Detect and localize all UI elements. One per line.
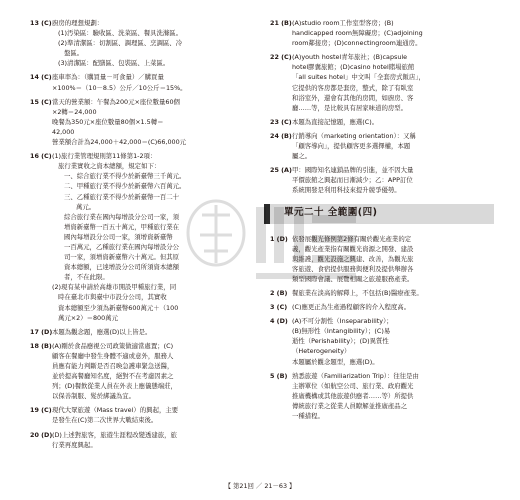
- answer-item: [270, 288, 494, 298]
- explanation-line: 營業額合計為24,000＋42,000＝(C)66,000元: [52, 138, 187, 147]
- explanation-line: 以保善制服、髮於綁議為宜。: [52, 392, 136, 401]
- explanation-line: hotel膠囊旅館；(D)casino hotel賭場旅館: [292, 63, 415, 72]
- right-bottom-answers: [270, 234, 494, 422]
- explanation-line: ×2轉＝24,000: [52, 107, 97, 116]
- explanation-line: 廳……等，是比較具有居家味道的房型。: [292, 103, 408, 112]
- explanation-line: 廚房的理想規劃：: [52, 19, 104, 27]
- explanation-line: 甲：國際知名連鎖品牌的引進，並不因大量: [292, 166, 414, 175]
- answer-number: 3 (C): [270, 303, 288, 312]
- section-title: 單元二十 全範圍(四): [270, 204, 494, 224]
- explanation-line: 萬元。: [76, 202, 96, 211]
- explanation-line: (1)旅行業管理規則第11條第1-2項：: [52, 152, 157, 161]
- answer-explanation: [292, 371, 494, 421]
- answer-number: 14 (C): [30, 73, 52, 82]
- answer-number: 4 (D): [270, 317, 288, 326]
- explanation-line: 本題為觀念題，應選(D)以上皆是。: [52, 327, 152, 336]
- answer-number: 21 (B): [270, 19, 292, 27]
- explanation-line: 國內每增設分公司一家，須增資新臺幣: [64, 232, 173, 241]
- explanation-line: 本題為直接記憶題，應選(C)。: [292, 117, 379, 126]
- explanation-line: 資本總額，已達增設分公司所須資本總額: [64, 263, 180, 272]
- explanation-line: 義，觀光產業指有關觀光資源之開發、建設: [292, 244, 414, 253]
- right-column: [270, 18, 494, 425]
- answer-explanation: [52, 341, 258, 402]
- explanation-line: 二、甲種旅行業不得少於新臺幣六百萬元。: [64, 182, 186, 191]
- explanation-line: 傳統旅行業之從業人員瞭解並推廣產品之: [292, 401, 408, 410]
- answer-number: 19 (C): [30, 406, 52, 415]
- answer-number: 23 (C): [270, 117, 292, 126]
- explanation-line: 增資新臺幣一百五十萬元，甲種旅行業在: [64, 222, 180, 231]
- explanation-line: (2)準清潔區：切割區、調理區、烹調區、冷: [58, 39, 183, 48]
- explanation-line: 「all suites hotel」中文叫「全套房式飯店」，: [292, 73, 425, 82]
- explanation-line: (D)上述對旅客，旅遊生涯程改變透建旅，旅: [52, 430, 177, 439]
- page-footer-label: 【 第21回 ／ 21－63 】: [224, 482, 296, 490]
- answer-item: [30, 151, 258, 323]
- explanation-line: 和浴室外，還會有其他的房間，如廚房、客: [292, 93, 414, 102]
- explanation-line: 行銷導向（marketing orientation）：又稱: [292, 131, 416, 140]
- explanation-line: 客旅遊、食宿提供服務與便利及提供舉辦各: [292, 264, 414, 273]
- explanation-line: 依發展觀光條例第2條有關於觀光產業的定: [292, 234, 412, 243]
- answer-item: [270, 316, 494, 366]
- answer-explanation: [292, 234, 494, 284]
- left-column: [30, 18, 258, 454]
- answer-item: [30, 72, 258, 92]
- answer-number: 18 (B): [30, 341, 52, 350]
- explanation-line: 平價旅館之興起而日漸減少；乙：APP訂位: [292, 176, 413, 185]
- explanation-line: 座車率為：（購買量－可食量）／購買量: [52, 73, 164, 82]
- answer-explanation: [292, 52, 494, 113]
- answer-number: 17 (D): [30, 327, 53, 336]
- explanation-line: 推廣機構或其他旅遊供應者……等）所提供: [292, 391, 414, 400]
- explanation-line: (B)無形性（Intangibility）；(C)易: [292, 327, 391, 336]
- explanation-line: 屬之。: [292, 152, 312, 161]
- answer-explanation: [52, 18, 258, 68]
- explanation-line: 現代大眾旅遊（Mass travel）的興起，主要: [52, 406, 179, 415]
- explanation-line: 「顧客導向」，提供顧客更多選擇權，本題: [292, 142, 411, 151]
- answer-explanation: [292, 302, 494, 312]
- explanation-line: 顧客在餐廳中發生身體不適或意外，服務人: [52, 351, 174, 360]
- answer-explanation: [52, 72, 258, 92]
- explanation-line: 逝性（Perishability）；(D)異質性: [292, 337, 389, 346]
- explanation-line: 並於提高餐廳知名度，絕對不在考慮因素之: [52, 372, 174, 381]
- answer-explanation: [292, 316, 494, 366]
- answer-number: 15 (C): [30, 97, 52, 106]
- explanation-line: 綜合旅行業在國內每增設分公司一家，須: [64, 212, 180, 221]
- explanation-line: 當天的營業額：午餐為200元×座位數量60個: [52, 97, 180, 106]
- explanation-line: 餐旅業在淡高的解釋上，不包括(B)醫療產業。: [292, 288, 423, 297]
- answer-number: 24 (B): [270, 131, 292, 140]
- explanation-line: 行業再度興起。: [52, 440, 97, 449]
- answer-explanation: [52, 327, 258, 337]
- right-top-answers: [270, 18, 494, 196]
- explanation-line: （Heterogeneity）: [292, 347, 351, 356]
- answer-number: 25 (A): [270, 166, 292, 175]
- explanation-line: 一種措程。: [292, 412, 324, 420]
- explanation-line: 42,000: [52, 127, 75, 136]
- answer-explanation: [52, 151, 258, 323]
- explanation-line: ×100%＝（10－8.5）公斤／10公斤＝15%。: [52, 83, 187, 92]
- explanation-line: 一百萬元，乙種旅行業在國內每增設分公: [64, 242, 180, 251]
- explanation-line: (A)studio room工作室型客房；(B): [292, 19, 394, 27]
- answer-explanation: [292, 131, 494, 161]
- answer-item: [270, 234, 494, 284]
- explanation-line: 類型國際會議、展覽相關之旅遊服務產業。: [292, 274, 414, 283]
- answer-item: [30, 341, 258, 402]
- explanation-line: 主辦單位（如航空公司、旅行業、政府觀光: [292, 381, 414, 390]
- answer-explanation: [292, 288, 494, 298]
- explanation-line: 旅行業實收之資本總額，規定如下：: [58, 162, 161, 171]
- explanation-line: (A)剛於食品應視公司政策做適當處置；(C): [52, 341, 174, 350]
- explanation-line: handicapped room無障礙房；(C)adjoining: [292, 29, 423, 38]
- answer-item: [270, 131, 494, 161]
- explanation-line: (A)不可分割性（Inseparability）；: [292, 317, 393, 326]
- section-header: [264, 204, 494, 224]
- answer-number: 16 (C): [30, 152, 52, 161]
- answer-number: 22 (C): [270, 53, 292, 62]
- answer-item: [270, 371, 494, 421]
- answer-number: 5 (B): [270, 371, 288, 380]
- explanation-line: (A)youth hostel青年旅社；(B)capsule: [292, 53, 408, 62]
- explanation-line: room鄰接房；(D)connectingroom連通房。: [292, 39, 422, 48]
- explanation-line: (C)應更正為生產過程顧客的介入程度高。: [292, 303, 411, 312]
- answer-number: 13 (C): [30, 19, 52, 27]
- answer-item: [270, 52, 494, 113]
- explanation-line: 萬元×2）＝800萬元: [58, 313, 118, 322]
- explanation-line: 資本總額至少須為新臺幣600萬元＋（100: [58, 303, 179, 312]
- explanation-line: 時在臺北市與臺中市設分公司，其實收: [58, 293, 167, 302]
- answer-number: 20 (D): [30, 430, 53, 439]
- answer-number: 2 (B): [270, 288, 288, 297]
- explanation-line: 本題屬於觀念題型，應選(D)。: [292, 357, 379, 366]
- explanation-line: 員應有能力判斷是否召喚急護車緊急送醫，: [52, 362, 174, 370]
- answer-item: [30, 97, 258, 147]
- answer-item: [30, 18, 258, 68]
- answer-item: [30, 327, 258, 337]
- explanation-line: 晚餐為350元×座位數量80個×1.5轉＝: [52, 117, 164, 126]
- answer-number: 1 (D): [270, 234, 288, 243]
- answer-explanation: [52, 97, 258, 147]
- answer-explanation: [292, 18, 494, 48]
- answer-explanation: [52, 430, 258, 450]
- explanation-line: (1)汚染區：驗收區、洗菜區、餐具洗滌區。: [58, 29, 183, 38]
- explanation-line: 與維護，觀光設施之興建、改善，為觀光旅: [292, 254, 414, 263]
- explanation-line: (3)清潔區：配膳區、包裝區、上菜區。: [58, 59, 170, 68]
- answer-explanation: [52, 405, 258, 425]
- explanation-line: 熟悉旅遊（Familiarization Trip）：往往是由: [292, 371, 419, 380]
- explanation-line: 列；(D)餐飲從業人員在外表上應儀態端莊，: [52, 382, 177, 391]
- explanation-line: (2)現有某申請於高雄市開設甲種旅行業，同: [52, 283, 177, 292]
- explanation-line: 它提供的客房都是套房，整式，除了有臥室: [292, 83, 414, 92]
- answer-item: [270, 302, 494, 312]
- explanation-line: 司一家，須增資新臺幣六十萬元。但其原: [64, 253, 180, 262]
- answer-item: [30, 405, 258, 425]
- explanation-line: 者，不在此限。: [64, 273, 109, 282]
- answer-item: [30, 430, 258, 450]
- answer-item: [270, 18, 494, 48]
- page-footer: [0, 481, 520, 490]
- answer-item: [270, 117, 494, 127]
- explanation-line: 三、乙種旅行業不得少於新臺幣一百二十: [64, 192, 180, 201]
- answer-explanation: [292, 117, 494, 127]
- explanation-line: 一、綜合旅行業不得少於新臺幣三千萬元。: [64, 172, 186, 181]
- explanation-line: 盤區。: [64, 49, 84, 58]
- answer-item: [270, 165, 494, 195]
- answer-explanation: [292, 165, 494, 195]
- explanation-line: 是發生在(C)第二次世界大戰結束後。: [52, 416, 158, 425]
- explanation-line: 系統開發是利用科技來提升競爭優勢。: [292, 186, 401, 195]
